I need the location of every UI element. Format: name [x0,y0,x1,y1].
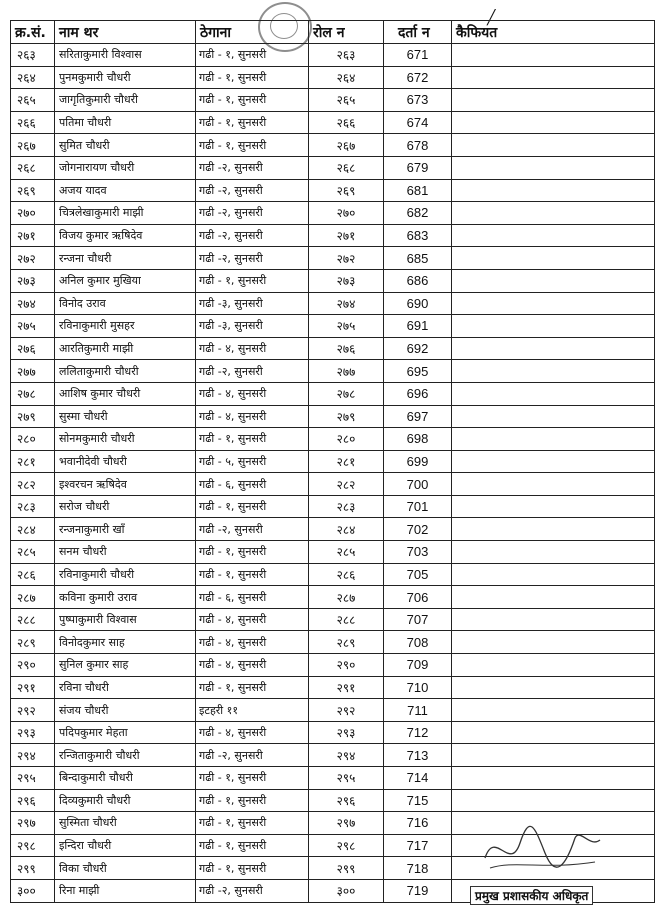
reg-cell: 711 [384,699,452,722]
table-row [11,654,655,677]
reg-cell: 672 [384,66,452,89]
serial-cell: २७७ [11,360,55,383]
roll-cell: २९१ [309,676,384,699]
name-cell: रविनाकुमारी मुसहर [55,315,196,338]
remarks-cell [452,134,655,157]
reg-cell: 683 [384,224,452,247]
address-cell: इटहरी ११ [196,699,309,722]
address-cell: गढी - १, सुनसरी [196,134,309,157]
table-row [11,495,655,518]
address-cell: गढी -२, सुनसरी [196,202,309,225]
roll-cell: २८८ [309,608,384,631]
remarks-cell [452,608,655,631]
address-cell: गढी -२, सुनसरी [196,744,309,767]
name-cell: जागृतिकुमारी चौधरी [55,89,196,112]
reg-cell: 690 [384,292,452,315]
name-cell: सुनिल कुमार साह [55,654,196,677]
remarks-cell [452,382,655,405]
registration-table [10,20,655,903]
remarks-cell [452,495,655,518]
reg-cell: 697 [384,405,452,428]
remarks-cell [452,631,655,654]
name-cell: बिन्दाकुमारी चौधरी [55,767,196,790]
remarks-cell [452,676,655,699]
remarks-cell [452,789,655,812]
name-cell: विका चौधरी [55,857,196,880]
table-row [11,202,655,225]
signature-scribble [475,818,610,878]
address-cell: गढी - ४, सुनसरी [196,608,309,631]
table-row [11,586,655,609]
table-row [11,44,655,67]
serial-cell: २९१ [11,676,55,699]
serial-cell: २८१ [11,450,55,473]
address-cell: गढी - १, सुनसरी [196,111,309,134]
address-cell: गढी -३, सुनसरी [196,315,309,338]
roll-cell: २९३ [309,721,384,744]
roll-cell: २८५ [309,541,384,564]
serial-cell: २९० [11,654,55,677]
name-cell: विनोदकुमार साह [55,631,196,654]
address-cell: गढी - १, सुनसरी [196,857,309,880]
roll-cell: २९९ [309,857,384,880]
officer-stamp: प्रमुख प्रशासकीय अधिकृत [470,886,593,905]
serial-cell: २७३ [11,269,55,292]
name-cell: इश्वरचन ऋषिदेव [55,473,196,496]
roll-cell: ३०० [309,879,384,902]
name-cell: रन्जना चौधरी [55,247,196,270]
serial-cell: २८६ [11,563,55,586]
roll-cell: २६५ [309,89,384,112]
table-row [11,269,655,292]
roll-cell: २९५ [309,767,384,790]
address-cell: गढी - १, सुनसरी [196,834,309,857]
roll-cell: २७० [309,202,384,225]
address-cell: गढी - ४, सुनसरी [196,631,309,654]
remarks-cell [452,518,655,541]
serial-cell: ३०० [11,879,55,902]
reg-cell: 703 [384,541,452,564]
roll-cell: २८३ [309,495,384,518]
name-cell: सुमित चौधरी [55,134,196,157]
address-cell: गढी - १, सुनसरी [196,269,309,292]
name-cell: सरिताकुमारी विश्वास [55,44,196,67]
serial-cell: २७० [11,202,55,225]
name-cell: संजय चौधरी [55,699,196,722]
header-address: ठेगाना [196,21,309,44]
table-row [11,89,655,112]
reg-cell: 696 [384,382,452,405]
table-row [11,631,655,654]
address-cell: गढी -२, सुनसरी [196,518,309,541]
roll-cell: २८१ [309,450,384,473]
name-cell: अनिल कुमार मुखिया [55,269,196,292]
roll-cell: २९८ [309,834,384,857]
reg-cell: 673 [384,89,452,112]
reg-cell: 716 [384,812,452,835]
roll-cell: २६९ [309,179,384,202]
reg-cell: 718 [384,857,452,880]
reg-cell: 678 [384,134,452,157]
reg-cell: 713 [384,744,452,767]
address-cell: गढी - ४, सुनसरी [196,382,309,405]
address-cell: गढी - ४, सुनसरी [196,405,309,428]
table-row [11,676,655,699]
name-cell: पुष्पाकुमारी विश्वास [55,608,196,631]
name-cell: विजय कुमार ऋषिदेव [55,224,196,247]
table-row [11,473,655,496]
serial-cell: २७९ [11,405,55,428]
remarks-cell [452,269,655,292]
table-row [11,608,655,631]
serial-cell: २८२ [11,473,55,496]
table-row [11,66,655,89]
name-cell: सनम चौधरी [55,541,196,564]
reg-cell: 715 [384,789,452,812]
reg-cell: 712 [384,721,452,744]
roll-cell: २७१ [309,224,384,247]
header-name: नाम थर [55,21,196,44]
roll-cell: २६६ [309,111,384,134]
serial-cell: २८४ [11,518,55,541]
roll-cell: २७८ [309,382,384,405]
name-cell: पुनमकुमारी चौधरी [55,66,196,89]
address-cell: गढी -२, सुनसरी [196,360,309,383]
table-row [11,767,655,790]
address-cell: गढी - १, सुनसरी [196,541,309,564]
remarks-cell [452,654,655,677]
name-cell: दिव्यकुमारी चौधरी [55,789,196,812]
address-cell: गढी -२, सुनसरी [196,179,309,202]
serial-cell: २९३ [11,721,55,744]
reg-cell: 698 [384,428,452,451]
serial-cell: २६३ [11,44,55,67]
remarks-cell [452,111,655,134]
address-cell: गढी - १, सुनसरी [196,495,309,518]
address-cell: गढी - ६, सुनसरी [196,586,309,609]
roll-cell: २८४ [309,518,384,541]
remarks-cell [452,66,655,89]
reg-cell: 717 [384,834,452,857]
roll-cell: २९२ [309,699,384,722]
remarks-cell [452,767,655,790]
roll-cell: २७९ [309,405,384,428]
roll-cell: २८७ [309,586,384,609]
address-cell: गढी - १, सुनसरी [196,563,309,586]
remarks-cell [452,721,655,744]
reg-cell: 706 [384,586,452,609]
serial-cell: २९८ [11,834,55,857]
table-row [11,541,655,564]
address-cell: गढी -२, सुनसरी [196,224,309,247]
reg-cell: 695 [384,360,452,383]
name-cell: अजय यादव [55,179,196,202]
roll-cell: २९६ [309,789,384,812]
reg-cell: 699 [384,450,452,473]
roll-cell: २९४ [309,744,384,767]
roll-cell: २८० [309,428,384,451]
table-row [11,111,655,134]
table-row [11,744,655,767]
name-cell: आशिष कुमार चौधरी [55,382,196,405]
address-cell: गढी - १, सुनसरी [196,44,309,67]
address-cell: गढी - ४, सुनसरी [196,654,309,677]
header-roll: रोल न [309,21,384,44]
name-cell: आरतिकुमारी माझी [55,337,196,360]
address-cell: गढी - ४, सुनसरी [196,721,309,744]
roll-cell: २६३ [309,44,384,67]
address-cell: गढी - १, सुनसरी [196,812,309,835]
roll-cell: २८२ [309,473,384,496]
address-cell: गढी - १, सुनसरी [196,428,309,451]
table-row [11,721,655,744]
name-cell: रविनाकुमारी चौधरी [55,563,196,586]
address-cell: गढी - ५, सुनसरी [196,450,309,473]
remarks-cell [452,224,655,247]
reg-cell: 682 [384,202,452,225]
table-row [11,156,655,179]
address-cell: गढी - १, सुनसरी [196,767,309,790]
table-row [11,450,655,473]
roll-cell: २६७ [309,134,384,157]
address-cell: गढी - ६, सुनसरी [196,473,309,496]
serial-cell: २९६ [11,789,55,812]
table-row [11,518,655,541]
serial-cell: २८३ [11,495,55,518]
reg-cell: 692 [384,337,452,360]
serial-cell: २७८ [11,382,55,405]
name-cell: रन्जिताकुमारी चौधरी [55,744,196,767]
remarks-cell [452,179,655,202]
remarks-cell [452,360,655,383]
serial-cell: २७५ [11,315,55,338]
name-cell: सुस्मा चौधरी [55,405,196,428]
address-cell: गढी -२, सुनसरी [196,156,309,179]
table-row [11,247,655,270]
reg-cell: 719 [384,879,452,902]
serial-cell: २८८ [11,608,55,631]
table-row [11,224,655,247]
reg-cell: 691 [384,315,452,338]
roll-cell: २९० [309,654,384,677]
reg-cell: 685 [384,247,452,270]
reg-cell: 708 [384,631,452,654]
serial-cell: २९९ [11,857,55,880]
remarks-cell [452,247,655,270]
reg-cell: 714 [384,767,452,790]
address-cell: गढी - १, सुनसरी [196,66,309,89]
roll-cell: २७५ [309,315,384,338]
name-cell: सुस्मिता चौधरी [55,812,196,835]
reg-cell: 681 [384,179,452,202]
roll-cell: २८६ [309,563,384,586]
serial-cell: २६९ [11,179,55,202]
name-cell: सरोज चौधरी [55,495,196,518]
serial-cell: २६७ [11,134,55,157]
roll-cell: २७४ [309,292,384,315]
serial-cell: २६५ [11,89,55,112]
roll-cell: २७३ [309,269,384,292]
serial-cell: २७६ [11,337,55,360]
roll-cell: २७६ [309,337,384,360]
remarks-cell [452,202,655,225]
table-row [11,699,655,722]
registration-sheet [10,20,654,903]
roll-cell: २९७ [309,812,384,835]
table-header-row [11,21,655,44]
remarks-cell [452,156,655,179]
serial-cell: २९२ [11,699,55,722]
name-cell: कविना कुमारी उराव [55,586,196,609]
reg-cell: 705 [384,563,452,586]
address-cell: गढी - १, सुनसरी [196,676,309,699]
reg-cell: 671 [384,44,452,67]
serial-cell: २९५ [11,767,55,790]
remarks-cell [452,315,655,338]
address-cell: गढी -३, सुनसरी [196,292,309,315]
remarks-cell [452,744,655,767]
roll-cell: २७७ [309,360,384,383]
reg-cell: 707 [384,608,452,631]
name-cell: इन्दिरा चौधरी [55,834,196,857]
table-row [11,405,655,428]
serial-cell: २८७ [11,586,55,609]
table-row [11,360,655,383]
tick-mark-icon: ╱ [487,10,496,26]
remarks-cell [452,428,655,451]
reg-cell: 686 [384,269,452,292]
header-remarks: कैफियत [452,21,655,44]
reg-cell: 701 [384,495,452,518]
table-row [11,563,655,586]
serial-cell: २९४ [11,744,55,767]
table-row [11,315,655,338]
address-cell: गढी -२, सुनसरी [196,247,309,270]
name-cell: विनोद उराव [55,292,196,315]
reg-cell: 674 [384,111,452,134]
reg-cell: 700 [384,473,452,496]
table-row [11,428,655,451]
remarks-cell [452,44,655,67]
serial-cell: २७२ [11,247,55,270]
serial-cell: २८० [11,428,55,451]
serial-cell: २६८ [11,156,55,179]
serial-cell: २८९ [11,631,55,654]
name-cell: भवानीदेवी चौधरी [55,450,196,473]
roll-cell: २६८ [309,156,384,179]
reg-cell: 710 [384,676,452,699]
name-cell: पदिपकुमार मेहता [55,721,196,744]
remarks-cell [452,89,655,112]
serial-cell: २९७ [11,812,55,835]
remarks-cell [452,699,655,722]
header-serial: क्र.सं. [11,21,55,44]
reg-cell: 679 [384,156,452,179]
name-cell: सोनमकुमारी चौधरी [55,428,196,451]
name-cell: रविना चौधरी [55,676,196,699]
address-cell: गढी - १, सुनसरी [196,89,309,112]
header-reg: दर्ता न [384,21,452,44]
name-cell: ललिताकुमारी चौधरी [55,360,196,383]
serial-cell: २६६ [11,111,55,134]
address-cell: गढी -२, सुनसरी [196,879,309,902]
name-cell: रन्जनाकुमारी खाँ [55,518,196,541]
table-row [11,337,655,360]
table-row [11,292,655,315]
name-cell: पतिमा चौधरी [55,111,196,134]
roll-cell: २८९ [309,631,384,654]
table-row [11,789,655,812]
remarks-cell [452,405,655,428]
serial-cell: २७१ [11,224,55,247]
table-row [11,179,655,202]
serial-cell: २७४ [11,292,55,315]
roll-cell: २६४ [309,66,384,89]
remarks-cell [452,563,655,586]
remarks-cell [452,473,655,496]
address-cell: गढी - १, सुनसरी [196,789,309,812]
reg-cell: 702 [384,518,452,541]
table-row [11,134,655,157]
remarks-cell [452,292,655,315]
remarks-cell [452,586,655,609]
address-cell: गढी - ४, सुनसरी [196,337,309,360]
name-cell: रिना माझी [55,879,196,902]
name-cell: चित्रलेखाकुमारी माझी [55,202,196,225]
remarks-cell [452,541,655,564]
roll-cell: २७२ [309,247,384,270]
remarks-cell [452,337,655,360]
table-row [11,382,655,405]
name-cell: जोगनारायण चौधरी [55,156,196,179]
serial-cell: २८५ [11,541,55,564]
reg-cell: 709 [384,654,452,677]
remarks-cell [452,450,655,473]
serial-cell: २६४ [11,66,55,89]
